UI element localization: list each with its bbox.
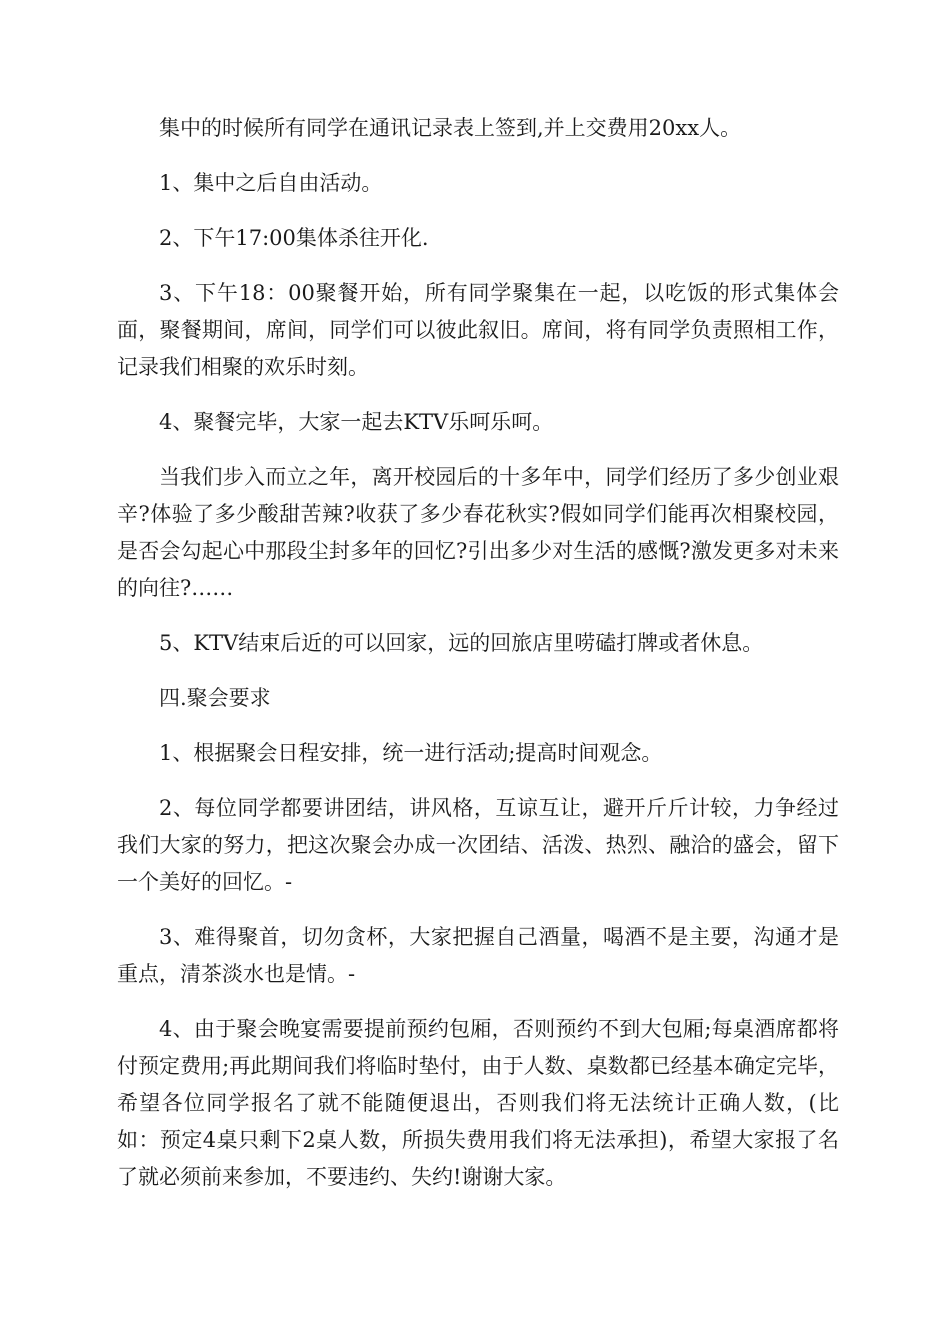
paragraph-requirement-unity: 2、每位同学都要讲团结，讲风格，互谅互让，避开斤斤计较，力争经过我们大家的努力，把这次聚会办成一次团结、活泼、热烈、融洽的盛会，留下一个美好的回忆。- (117, 796, 839, 894)
paragraph-requirement-drinking: 3、难得聚首，切勿贪杯，大家把握自己酒量，喝酒不是主要，沟通才是重点，清茶淡水也是情。- (117, 925, 839, 986)
paragraph-item-dinner: 3、下午18：00聚餐开始，所有同学聚集在一起，以吃饭的形式集体会面，聚餐期间，席间，同学们可以彼此叙旧。席间，将有同学负责照相工作，记录我们相聚的欢乐时刻。 (117, 281, 839, 379)
paragraph-reflection: 当我们步入而立之年，离开校园后的十多年中，同学们经历了多少创业艰辛?体验了多少酸甜苦辣?收获了多少春花秋实?假如同学们能再次相聚校园，是否会勾起心中那段尘封多年的回忆?引出多少对生活的感慨?激发更多对未来的向往?…… (117, 465, 839, 600)
paragraph-item-after-ktv: 5、KTV结束后近的可以回家，远的回旅店里唠磕打牌或者休息。 (159, 631, 764, 655)
paragraph-item-ktv: 4、聚餐完毕，大家一起去KTV乐呵乐呵。 (159, 410, 554, 434)
paragraph-item-depart: 2、下午17:00集体杀往开化. (159, 226, 429, 250)
paragraph-item-free-activity: 1、集中之后自由活动。 (159, 171, 383, 195)
paragraph-signin: 集中的时候所有同学在通讯记录表上签到,并上交费用20xx人。 (159, 116, 742, 140)
paragraph-requirement-schedule: 1、根据聚会日程安排，统一进行活动;提高时间观念。 (159, 741, 663, 765)
section-heading-requirements: 四.聚会要求 (159, 686, 271, 710)
paragraph-requirement-booking: 4、由于聚会晚宴需要提前预约包厢，否则预约不到大包厢;每桌酒席都将付预定费用;再此期间我们将临时垫付，由于人数、桌数都已经基本确定完毕，希望各位同学报名了就不能随便退出，否则我们将无法统计正确人数，(比如：预定4桌只剩下2桌人数，所损失费用我们将无法承担)，希望大家报了名了就必须前来参加，不要违约、失约!谢谢大家。 (117, 1017, 839, 1189)
document-body (117, 110, 839, 1214)
